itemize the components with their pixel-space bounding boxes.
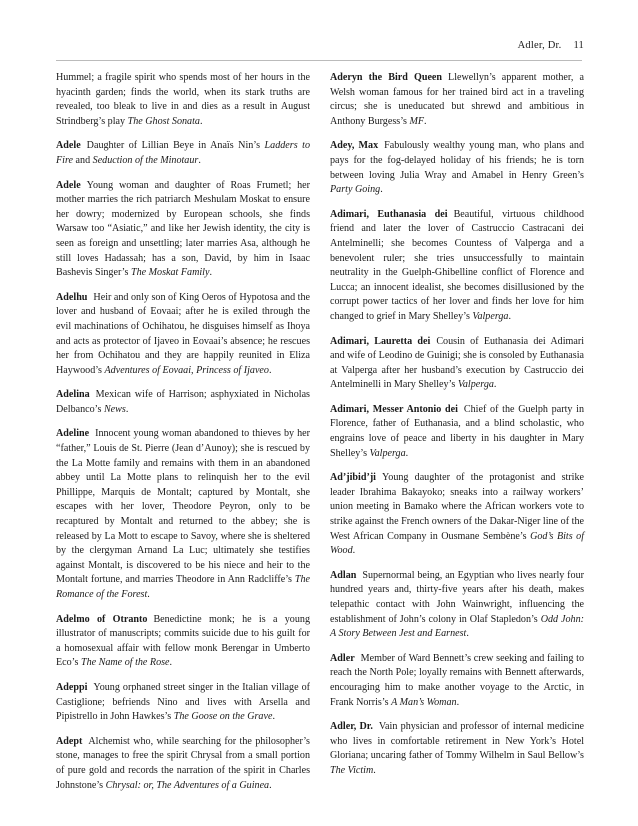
entry-headword: Adler — [330, 652, 355, 664]
entry-text: Benedictine monk; he is a young illustrator of manuscripts; commits suicide due to his guilt for a homosexual affair with fellow monk Berengar in Umberto Eco’s — [56, 613, 310, 669]
entry — [56, 179, 310, 281]
entry-text: Cousin of Euthanasia dei Adimari and wife of Leodino de Guinigi; she is consoled by Euthanasia at Valperga after her husband’s execution by Castruccio dei Antelminelli in Mary Shelley’s — [330, 335, 585, 391]
entry — [330, 652, 584, 710]
entry-text: . — [272, 711, 275, 723]
entry-work-title: God’s Bits of Wood — [330, 530, 584, 557]
entry-text: Llewellyn’s apparent mother, a Welsh woman famous for her trained bird act in a traveling circus; she is uneducated but shrewd and ambitious in Anthony Burgess’s — [330, 72, 584, 127]
entry-text: Alchemist who, while searching for the philosopher’s stone, manages to free the spirit Chrysal from a small portion of pure gold and records the narration of the spirit in Charles Johnstone’s — [56, 735, 310, 791]
entry-work-title: The Goose on the Grave — [173, 711, 273, 723]
entry-headword: Adler, Dr. — [330, 721, 373, 733]
running-head-title: Adler, Dr. — [517, 40, 562, 51]
entry-work-title: MF — [409, 115, 425, 127]
entry-work-title: A Man’s Woman — [391, 696, 457, 708]
entry-text: . — [147, 589, 150, 600]
entry-text: . — [466, 628, 469, 640]
entry — [330, 208, 584, 325]
entry — [330, 471, 584, 559]
entry-text: Young woman and daughter of Roas Frumetl; her mother marries the rich patriarch Meshulam Moskat to ensure her dowry; modernized by European schools, she finds Warsaw too “Asiatic,” and like her Jewish identity, the city is seen as foreign and unsettling; later marries Asa, although he still loves Hadassah; has a son, David, by him in Isaac Bashevis Singer’s — [56, 179, 310, 279]
left-column — [56, 71, 310, 803]
entry-headword: Adey, Max — [330, 140, 379, 152]
entry-headword: Adele — [56, 179, 81, 191]
running-head — [518, 40, 584, 51]
entry-work-title: Seduction of the Minotaur — [92, 154, 199, 166]
entry — [330, 403, 584, 461]
entry-headword: Adimari, Euthanasia dei — [330, 208, 448, 220]
entry-work-title: The Moskat Family — [130, 267, 210, 279]
entry-work-title: The Name of the Rose — [80, 657, 170, 669]
page-number: 11 — [573, 40, 584, 51]
entry — [56, 291, 310, 379]
right-column — [330, 71, 584, 789]
entry-text: . — [199, 115, 203, 127]
entry — [56, 71, 310, 129]
entry-text: . — [493, 379, 497, 391]
entry-text: . — [269, 779, 272, 791]
entry-text: . — [380, 184, 383, 196]
entry-headword: Aderyn the Bird Queen — [330, 72, 443, 83]
entry-headword: Adimari, Messer Antonio dei — [330, 403, 458, 415]
entry-text: Vain physician and professor of internal medicine who lives in comfortable retirement in New York’s Hotel Gloriana; uncaring father of Tommy Wilhelm in Saul Bellow’s — [330, 721, 584, 762]
entry-text: Young orphaned street singer in the Italian village of Castiglione; befriends Nino and lives with Arsella and Pipistrello in John Hawkes’s — [56, 681, 310, 723]
entry-text: . — [373, 764, 376, 776]
entry-work-title: Valperga — [457, 379, 494, 391]
entry-text: Mexican wife of Harrison; asphyxiated in Nicholas Delbanco’s — [56, 389, 310, 415]
entry-work-title: The Ghost Sonata — [127, 115, 200, 127]
entry-work-title: The Romance of the Forest — [56, 574, 310, 600]
entry-headword: Adelina — [56, 389, 90, 401]
entry-text: Hummel; a fragile spirit who spends most of her hours in the hyacinth garden; finds the world, when its stark truths are revealed, too bleak to live in and dies as a result in August Strindberg’s play — [56, 72, 310, 127]
entry-text: Daughter of Lillian Beye in Anaïs Nin’s — [86, 140, 265, 152]
entry-work-title: Valperga — [472, 310, 509, 322]
entry-headword: Adele — [56, 140, 81, 152]
entry — [330, 569, 584, 642]
entry-text: Fabulously wealthy young man, who plans and pays for the fog-delayed holiday of his friends; he is torn between loving Julia Wray and Amabel in Henry Green’s — [330, 140, 585, 181]
entry-text: . — [424, 115, 427, 127]
entry-text: Innocent young woman abandoned to thieves by her “father,” Louis de St. Pierre (Jean d’Aunoy); she is rescued by the La Motte family and remains with them in an abandoned abbey until La Motte plans to relinquish her to the evil Phillippe, Marquis de Montalt; captured by Montalt, she escapes with her lover, Theodore Peyron, only to be recaptured by Montalt and returned to the abbey; she is released by La Mott to escape to Savoy, where she is sheltered by the clergyman Arnand La Luc; ultimately she testifies against Montalt, is discovered to be his niece and heir to the Montalt fortune, and marries Theodore in Ann Radcliffe’s — [56, 428, 310, 586]
entry-text: and — [73, 154, 93, 166]
entry — [56, 427, 310, 602]
entry-headword: Adlan — [330, 569, 357, 581]
entry — [330, 335, 584, 393]
entry-work-title: The Victim — [330, 764, 374, 776]
entry-work-title: Odd John: A Story Between Jest and Earnest — [330, 613, 584, 640]
entry-work-title: Adventures of Eovaai, Princess of Ijaveo — [104, 364, 269, 376]
entry-text: . — [169, 657, 173, 669]
entry-text: Beautiful, virtuous childhood friend and later the lover of Castruccio Castracani dei Antelminelli; she becomes Countess of Valperga and a benevolent ruler; she tries unsuccessfully to maintain neutrality in the Guelph-Ghibelline conflict of Florence and Lucca; an innocent idealist, she becomes disillusioned by the corrupt power tactics of her lover and finds her love for him changed to grief in Mary Shelley’s — [330, 208, 584, 322]
entry-text: Supernormal being, an Egyptian who lives nearly four hundred years and, thirty-five years after his death, makes telepathic contact with John Wainwright, influencing the establishment of John’s colony in Olaf Stapledon’s — [330, 569, 584, 625]
entry-text: Heir and only son of King Oeros of Hypotosa and the lover and husband of Eovaai; after he is exiled through the evil machinations of Ochihatou, he disguises himself as Ihoya and acts as protector of Ijaveo in Eovaai’s absence; he rescues her from Ochihatou and they are happily reunited in Eliza Haywood’s — [56, 291, 310, 376]
entry — [56, 613, 310, 671]
entry-text: . — [268, 364, 272, 376]
entry-work-title: Valperga — [369, 447, 406, 459]
entry-headword: Ad’jibid’ji — [330, 472, 376, 484]
entry-text: . — [405, 447, 409, 459]
entry-work-title: Chrysal: or, The Adventures of a Guinea — [105, 779, 270, 791]
entry-text: . — [125, 403, 129, 415]
entry-text: Young daughter of the protagonist and strike leader Ibrahima Bakayoko; sneaks into a railway workers’ union meeting in Bamako where the African workers vote to strike against the French owners of the Dakar-Niger line of the West African Company in Ousmane Sembène’s — [330, 472, 584, 542]
entry-text: . — [508, 310, 512, 322]
entry-headword: Adeppi — [56, 681, 88, 693]
entry-work-title: Ladders to Fire — [56, 140, 310, 166]
entry-text: . — [456, 696, 460, 708]
entry — [56, 139, 310, 168]
entry-text: . — [209, 267, 212, 279]
entry — [330, 71, 584, 129]
entry-text: Member of Ward Bennett’s crew seeking and failing to reach the North Pole; loyally remains with Bennett afterwards, encouraging him to make another voyage to the Arctic, in Frank Norris’s — [330, 652, 584, 708]
entry-headword: Adelmo of Otranto — [56, 613, 148, 625]
entry-headword: Adeline — [56, 428, 90, 440]
entry-headword: Adimari, Lauretta dei — [330, 335, 431, 347]
entry-text: . — [198, 154, 201, 166]
entry-headword: Adelhu — [56, 291, 88, 303]
entry — [330, 720, 584, 778]
entry — [330, 139, 584, 197]
entry-headword: Adept — [56, 735, 83, 747]
entry — [56, 681, 310, 725]
entry — [56, 735, 310, 793]
entry — [56, 388, 310, 417]
entry-work-title: Party Going — [330, 184, 381, 196]
entry-text: . — [352, 545, 356, 557]
entry-text: Chief of the Guelph party in Florence, father of Euthanasia, and a blind scholastic, who engrains love of peace and liberty in his daughter in Mary Shelley’s — [330, 403, 584, 459]
header-rule — [56, 60, 582, 61]
entry-work-title: News — [103, 403, 126, 415]
